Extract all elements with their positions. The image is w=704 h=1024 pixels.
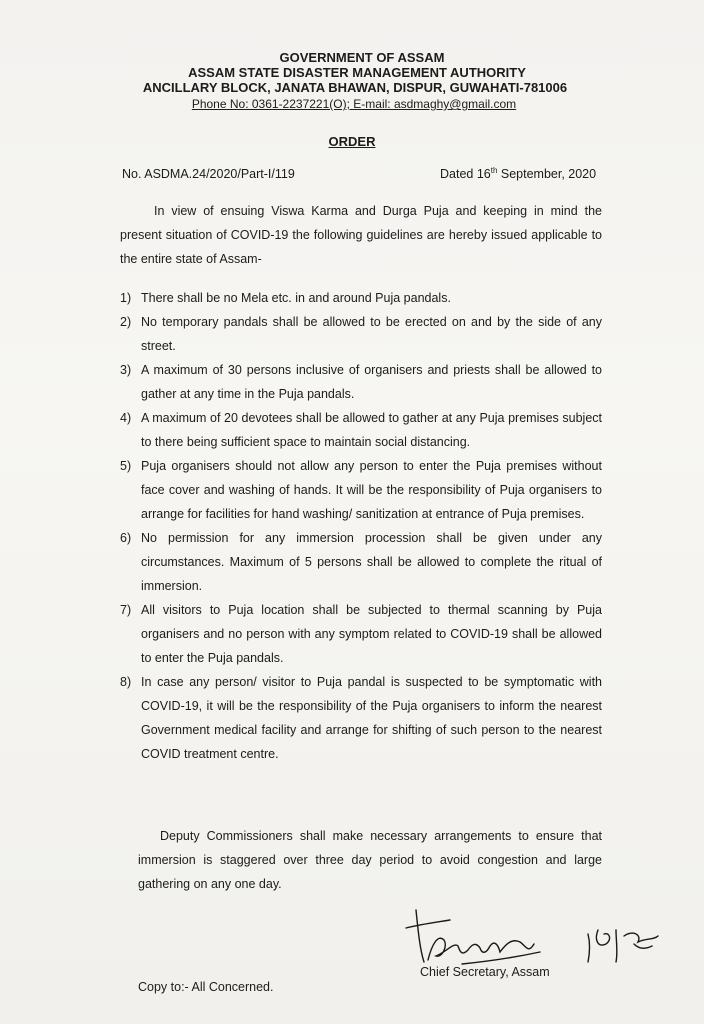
signatory-title: Chief Secretary, Assam [420,965,550,979]
date-month-year: September, 2020 [497,167,597,182]
contact-text: Phone No: 0361-2237221(O); E-mail: asdmaghy@gmail.com [191,97,517,111]
guideline-number: 2) [120,315,132,329]
guideline-text: No temporary pandals shall be allowed to be erected on and by the side of any street. [141,315,602,353]
guideline-text: Puja organisers should not allow any person to enter the Puja premises without face cover and washing of hands. It will be the responsibility of Puja organisers to arrange for facilities for hand washing/ sanitization at entrance of Puja premises. [141,459,602,521]
guideline-item [120,670,602,766]
guideline-item [120,526,602,598]
guideline-number: 7) [120,603,132,617]
guideline-number: 3) [120,363,132,377]
order-date [440,166,596,181]
guideline-item [120,454,602,526]
guideline-number: 5) [120,459,132,473]
guideline-text: All visitors to Puja location shall be subjected to thermal scanning by Puja organisers and no person with any symptom related to COVID-19 shall be allowed to enter the Puja pandals. [141,603,602,665]
guidelines-list [120,286,602,766]
guideline-number: 6) [120,531,132,545]
order-title: ORDER [328,134,376,149]
guideline-item [120,406,602,454]
date-day: Dated 16 [440,167,491,182]
copy-to: Copy to:- All Concerned. [138,980,274,994]
header-government: GOVERNMENT OF ASSAM [279,50,445,65]
guideline-item [120,598,602,670]
intro-text: In view of ensuing Viswa Karma and Durga Puja and keeping in mind the present situation of COVID-19 the following guidelines are hereby issued applicable to the entire state of Assam- [120,204,602,266]
guideline-number: 1) [120,291,132,305]
header-authority: ASSAM STATE DISASTER MANAGEMENT AUTHORITY [188,65,526,80]
guideline-text: A maximum of 30 persons inclusive of organisers and priests shall be allowed to gather at any time in the Puja pandals. [141,363,602,401]
header-address: ANCILLARY BLOCK, JANATA BHAWAN, DISPUR, GUWAHATI-781006 [142,80,568,95]
guideline-item [120,310,602,358]
guideline-text: A maximum of 20 devotees shall be allowed to gather at any Puja premises subject to there being sufficient space to maintain social distancing. [141,411,602,449]
guideline-number: 8) [120,675,132,689]
closing-paragraph: Deputy Commissioners shall make necessary arrangements to ensure that immersion is staggered over three day period to avoid congestion and large gathering on any one day. [138,829,602,891]
intro-paragraph [120,199,602,271]
header-contact [2,97,704,111]
guideline-text: In case any person/ visitor to Puja pandal is suspected to be symptomatic with COVID-19, it will be the responsibility of the Puja organisers to inform the nearest Government medical facility and arrange for shifting of such person to the nearest COVID treatment centre. [141,675,602,761]
guideline-number: 4) [120,411,132,425]
guideline-text: There shall be no Mela etc. in and around Puja pandals. [141,291,451,305]
guideline-text: No permission for any immersion procession shall be given under any circumstances. Maximum of 5 persons shall be allowed to complete the ritual of immersion. [141,531,602,593]
guideline-item [120,286,602,310]
guideline-item [120,358,602,406]
date-suffix: th [490,166,498,175]
reference-number: No. ASDMA.24/2020/Part-I/119 [122,167,295,181]
